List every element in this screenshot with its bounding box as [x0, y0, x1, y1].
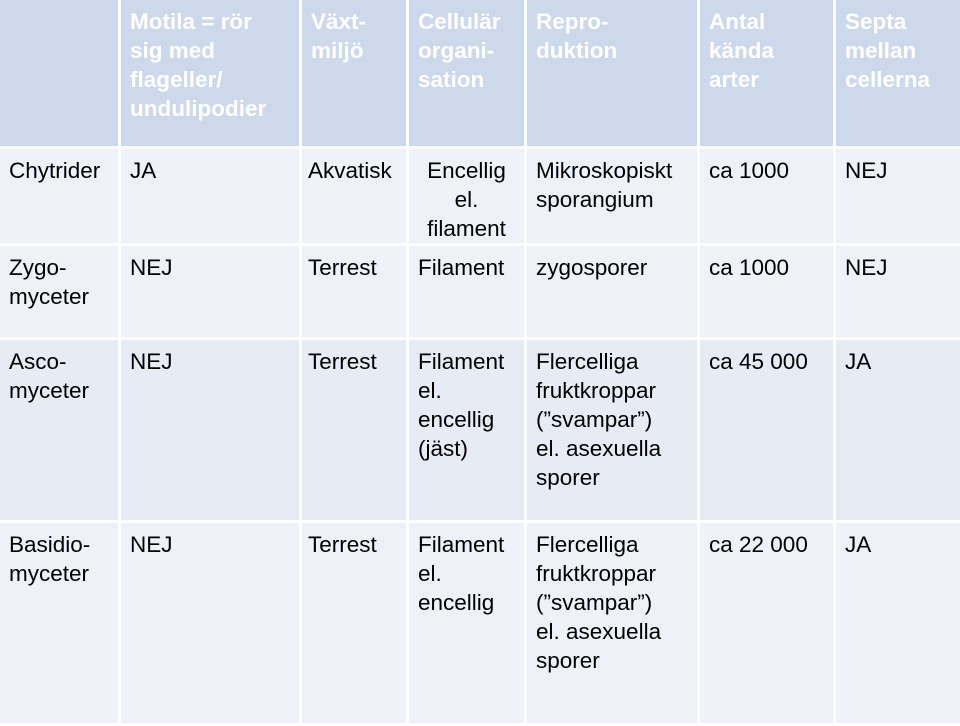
- table-cell: NEJ: [121, 523, 299, 723]
- header-septa: Septa mellan cellerna: [836, 0, 960, 146]
- table-row: [0, 523, 960, 723]
- table-cell: ca 1000: [700, 246, 833, 337]
- header-row: [0, 0, 960, 146]
- table-cell: Terrest: [302, 246, 406, 337]
- table-cell: JA: [836, 523, 960, 723]
- header-known-species: Antal kända arter: [700, 0, 833, 146]
- header-corner: [0, 0, 118, 146]
- table-cell: Filament el. encellig (jäst): [409, 340, 524, 520]
- table-cell: ca 45 000: [700, 340, 833, 520]
- table-cell: Filament el. encellig: [409, 523, 524, 723]
- table-cell: Akvatisk: [302, 149, 406, 243]
- table-cell: NEJ: [121, 246, 299, 337]
- table-cell: JA: [121, 149, 299, 243]
- table-row: [0, 340, 960, 520]
- row-label: Zygo- myceter: [0, 246, 118, 337]
- header-motility: Motila = rör sig med flageller/ undulipodier: [121, 0, 299, 146]
- header-reproduction: Repro- duktion: [527, 0, 697, 146]
- table-cell: NEJ: [836, 149, 960, 243]
- row-label: Chytrider: [0, 149, 118, 243]
- table-cell: Flercelliga fruktkroppar (”svampar”) el. asexuella sporer: [527, 523, 697, 723]
- table-cell: Terrest: [302, 523, 406, 723]
- row-label: Basidio- myceter: [0, 523, 118, 723]
- table-cell: Terrest: [302, 340, 406, 520]
- table-cell: zygosporer: [527, 246, 697, 337]
- header-habitat: Växt- miljö: [302, 0, 406, 146]
- table-cell: Flercelliga fruktkroppar (”svampar”) el. asexuella sporer: [527, 340, 697, 520]
- table-cell: ca 22 000: [700, 523, 833, 723]
- table-cell: NEJ: [836, 246, 960, 337]
- table-cell: Encellig el. filament: [409, 149, 524, 243]
- table-cell: NEJ: [121, 340, 299, 520]
- table-row: [0, 246, 960, 337]
- row-label: Asco- myceter: [0, 340, 118, 520]
- table-cell: Mikroskopiskt sporangium: [527, 149, 697, 243]
- table-cell: Filament: [409, 246, 524, 337]
- table-cell: ca 1000: [700, 149, 833, 243]
- table-cell: JA: [836, 340, 960, 520]
- header-cellular-organisation: Cellulär organi- sation: [409, 0, 524, 146]
- table-row: [0, 149, 960, 243]
